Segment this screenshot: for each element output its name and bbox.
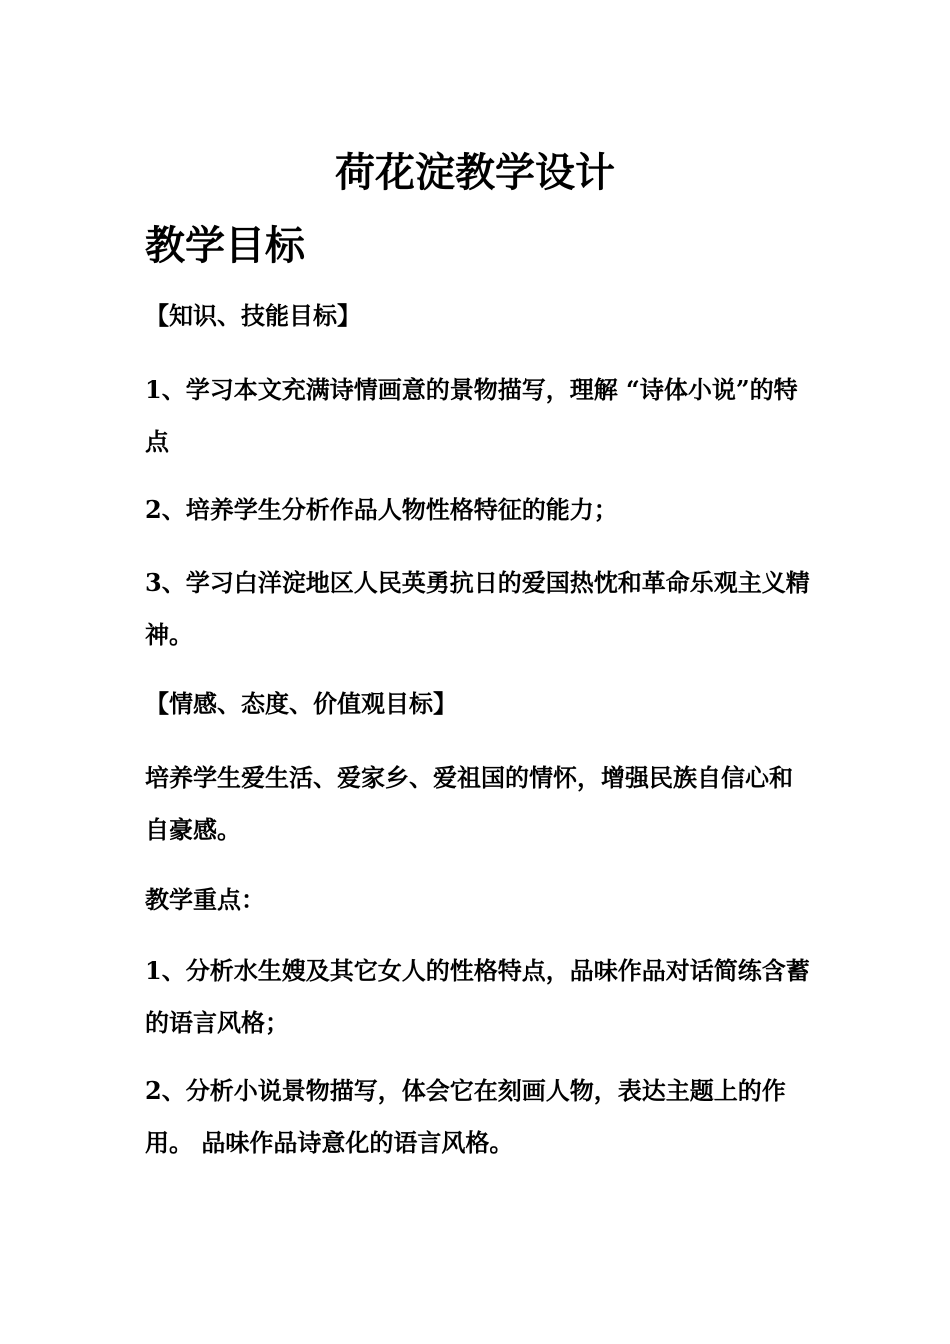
focus-item-1: 1、分析水生嫂及其它女人的性格特点，品味作品对话简练含蓄的语言风格；: [145, 956, 810, 1037]
emotion-goal-text: 培养学生爱生活、爱家乡、爱祖国的情怀，增强民族自信心和自豪感。: [145, 763, 793, 844]
section-heading-teaching-goals: 教学目标: [145, 222, 305, 269]
teaching-focus-label: 教学重点：: [145, 885, 265, 914]
knowledge-skills-label: 【知识、技能目标】: [145, 301, 361, 330]
document-title: 荷花淀教学设计: [335, 149, 615, 196]
emotion-attitude-values-label: 【情感、态度、价值观目标】: [145, 689, 457, 718]
knowledge-item-1: 1、学习本文充满诗情画意的景物描写，理解 “诗体小说”的特点: [145, 375, 798, 456]
knowledge-item-2: 2、培养学生分析作品人物性格特征的能力；: [145, 495, 618, 524]
focus-item-2: 2、分析小说景物描写，体会它在刻画人物，表达主题上的作用。 品味作品诗意化的语言风格。: [145, 1076, 786, 1157]
knowledge-item-3: 3、学习白洋淀地区人民英勇抗日的爱国热忱和革命乐观主义精神。: [145, 568, 810, 649]
